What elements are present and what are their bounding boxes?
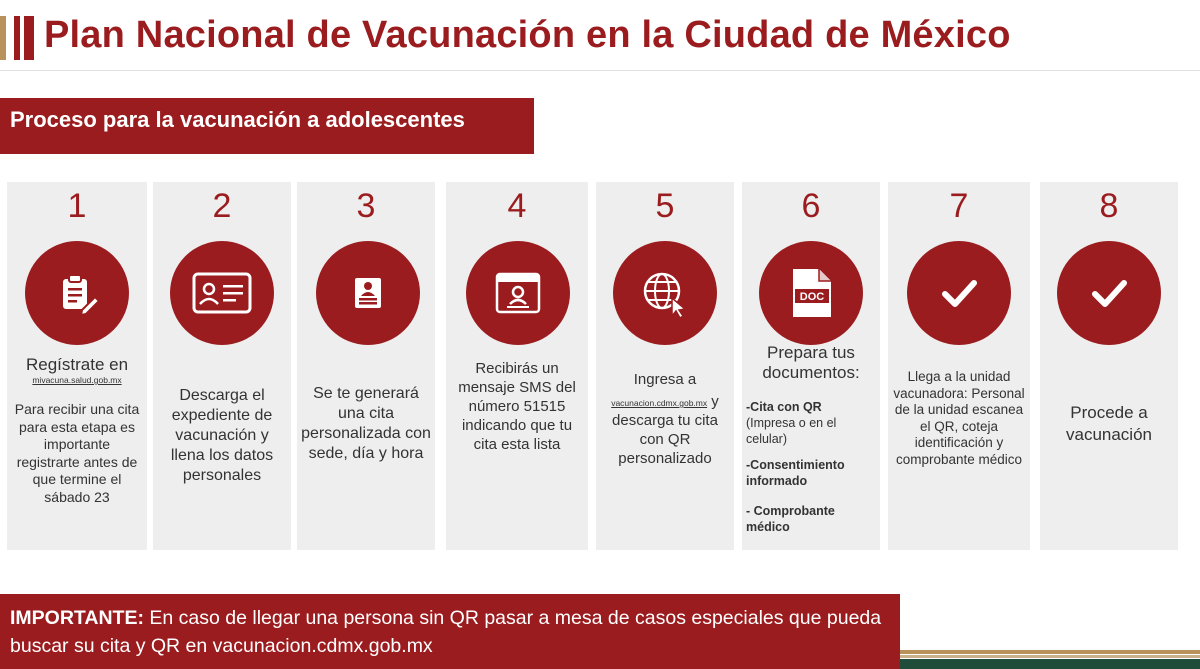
step-text: Recibirás un mensaje SMS del número 51515 indicando que tu cita esta lista (458, 360, 576, 453)
step-text: Procede a vacunación (1065, 403, 1152, 444)
title-accent-bars (0, 16, 34, 60)
page-title: Plan Nacional de Vacunación en la Ciudad de México (44, 14, 1011, 56)
step-text (746, 343, 876, 535)
step-number: 3 (356, 187, 376, 225)
step-text-before: Ingresa a (633, 371, 697, 388)
clipboard-pen-icon (25, 241, 129, 345)
step-number: 2 (212, 187, 232, 225)
checkmark-icon (1057, 241, 1161, 345)
important-notice (0, 594, 900, 669)
mivacuna-link[interactable]: mivacuna.salud.gob.mx (32, 375, 122, 385)
step-card-6 (742, 182, 880, 550)
checkmark-icon (907, 241, 1011, 345)
step-title: Prepara tus documentos: (762, 343, 860, 382)
step-card-3 (297, 182, 435, 550)
step-card-4 (446, 182, 588, 550)
step-number: 4 (507, 187, 527, 225)
doc-icon-label: DOC (799, 291, 825, 303)
accent-bar-gold (0, 16, 6, 60)
step-card-8 (1040, 182, 1178, 550)
step-card-7 (888, 182, 1030, 550)
accent-bar-red (14, 16, 20, 60)
document-profile-icon (316, 241, 420, 345)
list-item: -Cita con QR (Impresa o en el celular) (746, 400, 837, 446)
browser-profile-icon (466, 241, 570, 345)
subtitle-banner: Proceso para la vacunación a adolescentes (0, 98, 534, 154)
step-text: Descarga el expediente de vacunación y llena los datos personales (170, 387, 274, 484)
list-item: -Consentimiento informado (746, 458, 845, 488)
footer-stripes (900, 650, 1200, 669)
important-label: IMPORTANTE: (10, 607, 144, 629)
step-number: 8 (1099, 187, 1119, 225)
step-number: 5 (655, 187, 675, 225)
accent-bar-red (24, 16, 34, 60)
step-note: Para recibir una cita para esta etapa es importante registrarte antes de que termine el sábado 23 (14, 401, 140, 505)
doc-file-icon (759, 241, 863, 345)
step-text (600, 370, 730, 468)
step-card-2 (153, 182, 291, 550)
document-list (746, 399, 876, 535)
step-number: 1 (67, 187, 87, 225)
id-card-icon (170, 241, 274, 345)
globe-cursor-icon (613, 241, 717, 345)
list-item: - Comprobante médico (746, 504, 835, 534)
step-card-1 (7, 182, 147, 550)
step-number: 6 (801, 187, 821, 225)
step-text: Llega a la unidad vacunadora: Personal de la unidad escanea el QR, coteja identificación y comprobante médico (893, 369, 1025, 467)
step-title: Regístrate en (25, 355, 129, 374)
step-number: 7 (949, 187, 969, 225)
step-text: Se te generará una cita personalizada con sede, día y hora (301, 385, 431, 462)
vacunacion-link[interactable]: vacunacion.cdmx.gob.mx (611, 398, 708, 408)
important-text: En caso de llegar una persona sin QR pasar a mesa de casos especiales que pueda buscar su cita y QR en vacunacion.cdmx.gob.mx (10, 607, 882, 657)
header-divider (0, 70, 1200, 71)
step-text (11, 355, 143, 506)
step-text-after: y descarga tu cita con QR personalizado (612, 393, 719, 467)
step-card-5 (596, 182, 734, 550)
